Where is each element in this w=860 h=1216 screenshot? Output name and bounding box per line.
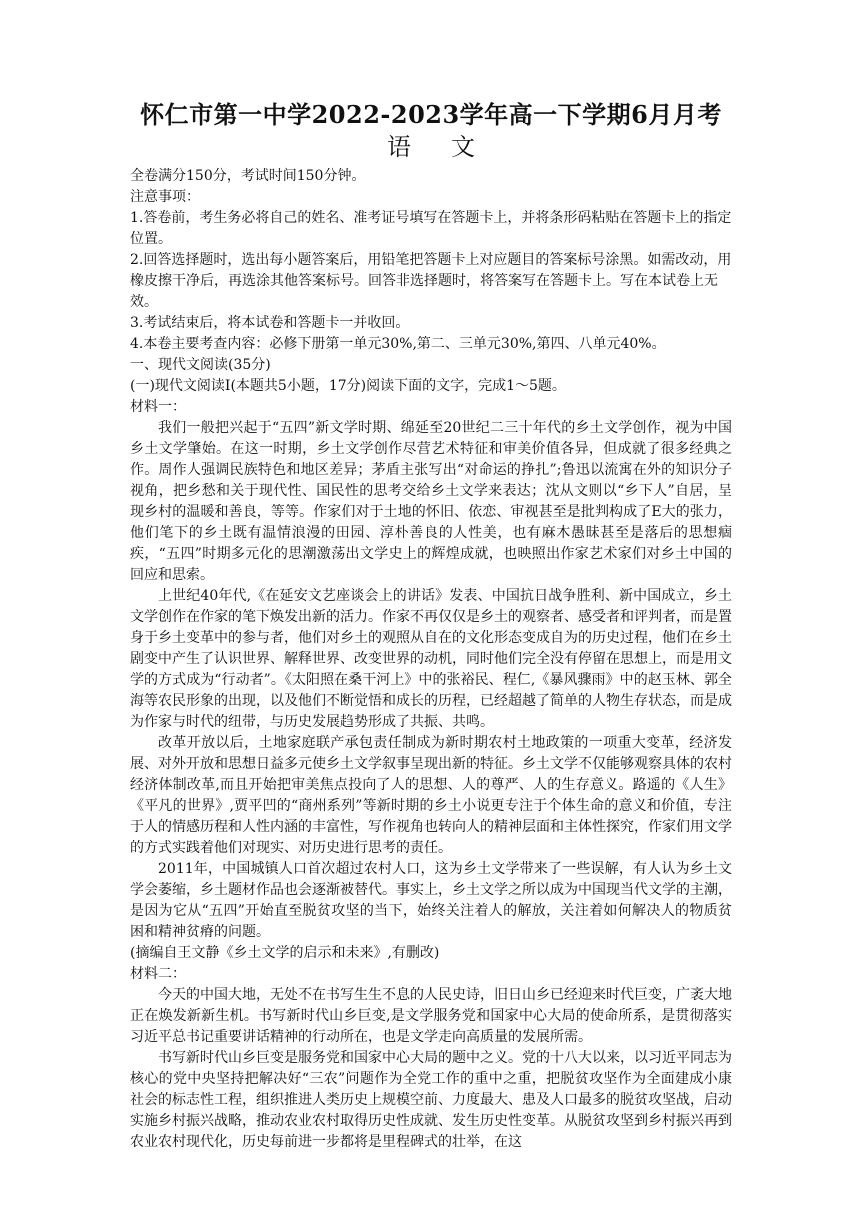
section-subheading: (一)现代文阅读I(本题共5小题，17分)阅读下面的文字，完成1～5题。	[130, 378, 566, 394]
exam-body	[130, 166, 732, 1153]
material-paragraph: 今天的中国大地，无处不在书写生生不息的人民史诗，旧日山乡已经迎来时代巨变，广袤大地正在焕发新新生机。书写新时代山乡巨变,是文学服务党和国家中心大局的使命所系，是贯彻落实习近平总书记重要讲话精神的行动所在，也是文学走向高质量的发展所需。	[130, 987, 732, 1045]
exam-info: 全卷满分150分，考试时间150分钟。	[130, 168, 366, 184]
material-paragraph: 上世纪40年代,《在延安文艺座谈会上的讲话》发表、中国抗日战争胜利、新中国成立，乡土文学创作在作家的笔下焕发出新的活力。作家不再仅仅是乡土的观察者、感受者和评判者，而是置身于乡土变革中的参与者，他们对乡土的观照从自在的文化形态变成自为的历史过程，他们在乡土剧变中产生了认识世界、解释世界、改变世界的动机，同时他们完全没有停留在思想上，而是用文学的方式成为“行动者”。《太阳照在桑干河上》中的张裕民、程仁,《暴风骤雨》中的赵玉林、郭全海等农民形象的出现，以及他们不断觉悟和成长的历程，已经超越了简单的人物生存状态，而是成为作家与时代的纽带，与历史发展趋势形成了共振、共鸣。	[130, 588, 732, 730]
exam-title: 怀仁市第一中学2022-2023学年高一下学期6月月考	[140, 100, 722, 129]
material-paragraph: 2011年，中国城镇人口首次超过农村人口，这为乡土文学带来了一些误解，有人认为乡土文学会萎缩，乡土题材作品也会逐渐被替代。事实上，乡土文学之所以成为中国现当代文学的主潮，是因为它从“五四”开始直至脱贫攻坚的当下，始终关注着人的解放，关注着如何解决人的物质贫困和精神贫瘠的问题。	[130, 861, 732, 940]
material-label: 材料一：	[130, 399, 186, 415]
notice-heading: 注意事项：	[130, 189, 200, 205]
notice-item: 3.考试结束后，将本试卷和答题卡一并收回。	[130, 315, 410, 331]
notice-item: 4.本卷主要考查内容：必修下册第一单元30%,第二、三单元30%,第四、八单元40%。	[130, 336, 666, 352]
notice-item: 1.答卷前，考生务必将自己的姓名、准考证号填写在答题卡上，并将条形码粘贴在答题卡上的指定位置。	[130, 210, 732, 247]
subject-title: 语文	[387, 133, 515, 161]
notice-item: 2.回答选择题时，选出每小题答案后，用铅笔把答题卡上对应题目的答案标号涂黑。如需改动，用橡皮擦干净后，再选涂其他答案标号。回答非选择题时，将答案写在答题卡上。写在本试卷上无效。	[130, 252, 732, 310]
material-paragraph: 改革开放以后，土地家庭联产承包责任制成为新时期农村土地政策的一项重大变革，经济发展、对外开放和思想日益多元使乡土文学叙事呈现出新的特征。乡土文学不仅能够观察具体的农村经济体制改革,而且开始把审美焦点投向了人的思想、人的尊严、人的生存意义。路遥的《人生》《平凡的世界》,贾平凹的“商州系列”等新时期的乡土小说更专注于个体生命的意义和价值，专注于人的情感历程和人性内涵的丰富性，写作视角也转向人的精神层面和主体性探究，作家们用文学的方式实践着他们对现实、对历史进行思考的责任。	[130, 735, 732, 856]
material-paragraph: 书写新时代山乡巨变是服务党和国家中心大局的题中之义。党的十八大以来，以习近平同志为核心的党中央坚持把解决好“三农”问题作为全党工作的重中之重，把脱贫攻坚作为全面建成小康社会的标志性工程，组织推进人类历史上规模空前、力度最大、患及人口最多的脱贫攻坚战，启动实施乡村振兴战略，推动农业农村取得历史性成就、发生历史性变革。从脱贫攻坚到乡村振兴再到农业农村现代化，历史每前进一步都将是里程碑式的壮举，在这	[130, 1050, 732, 1150]
material-source: (摘编自王文静《乡土文学的启示和未来》,有删改)	[130, 945, 440, 961]
section-heading: 一、现代文阅读(35分)	[130, 357, 271, 373]
material-label: 材料二：	[130, 966, 186, 982]
material-paragraph: 我们一般把兴起于“五四”新文学时期、绵延至20世纪二三十年代的乡土文学创作，视为中国乡土文学肇始。在这一时期，乡土文学创作尽营艺术特征和审美价值各异，但成就了很多经典之作。周作人强调民族特色和地区差异；茅盾主张写出“对命运的挣扎”;鲁迅以流寓在外的知识分子视角，把乡愁和关于现代性、国民性的思考交给乡土文学来表达；沈从文则以“乡下人”自居，呈现乡村的温暖和善良，等等。作家们对于土地的怀旧、依恋、审视甚至是批判构成了E大的张力，他们笔下的乡土既有温情浪漫的田园、淳朴善良的人性美，也有麻木愚昧甚至是落后的思想痼疾，“五四”时期多元化的思潮激荡出文学史上的辉煌成就，也映照出作家艺术家们对乡土中国的回应和思索。	[130, 420, 732, 583]
